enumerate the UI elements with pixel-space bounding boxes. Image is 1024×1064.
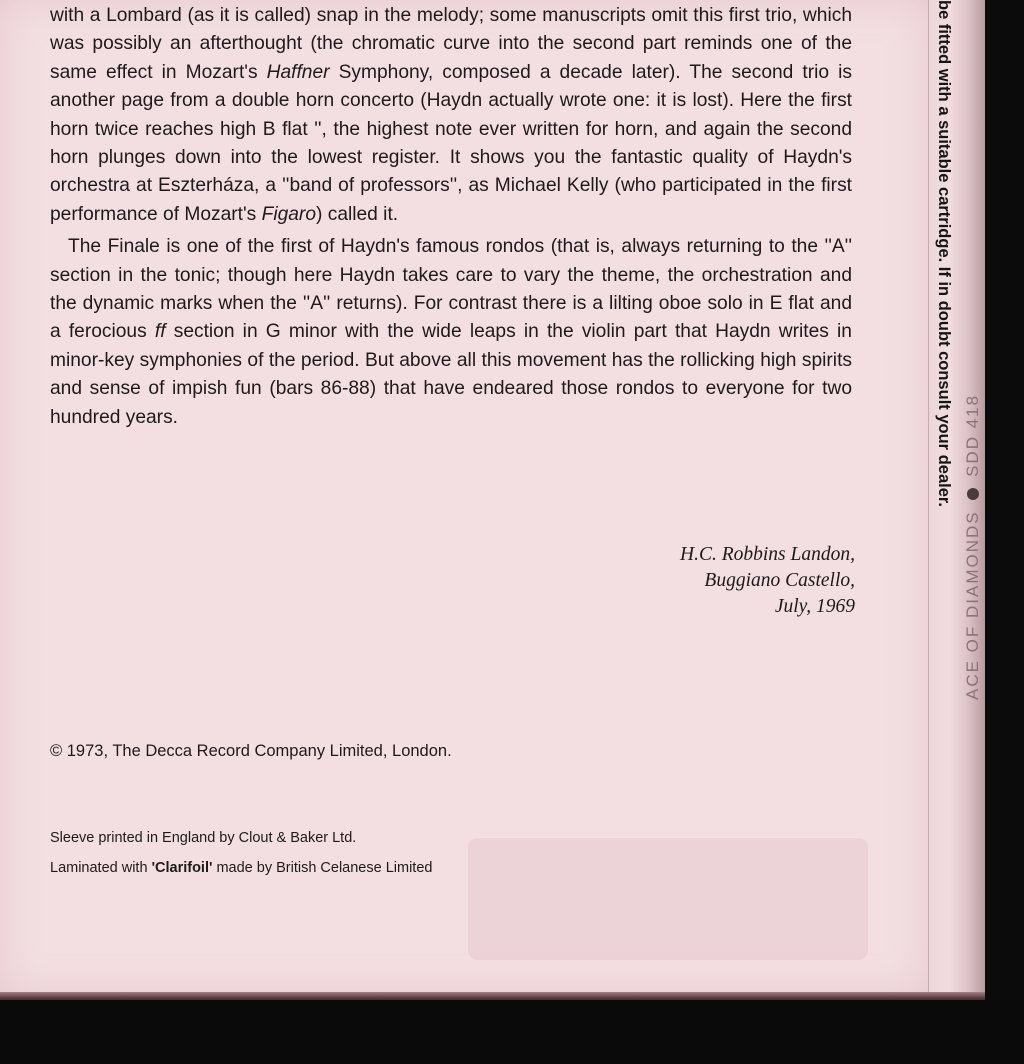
paragraph-2-text-b: section in G minor with the wide leaps in the violin part that Haydn writes in minor-key symphonies of the period. But above all this movement has the rollicking high spirits and sense of impish fun (bars 86-88) that have endeared those rondos to everyone for two hundred years. — [50, 321, 852, 428]
paragraph-2-text-a: The Finale is one of the first of Haydn's famous rondos (that is, always returning to the ''A'' section in the tonic; though here Haydn takes care to vary the theme, the orchestration and the dynamic marks when the ''A'' returns). For contrast there is a lilting oboe solo in E flat and a ferocious — [50, 236, 852, 343]
printer-credit: Sleeve printed in England by Clout & Baker Ltd. — [50, 830, 357, 846]
signature-date: July, 1969 — [774, 596, 855, 617]
background-bottom — [0, 1000, 1024, 1064]
spine-catalog-number: SDD 418 — [963, 393, 982, 477]
signature-author: H.C. Robbins Landon, — [680, 544, 855, 565]
paragraph-1-text-c: ) called it. — [316, 203, 399, 225]
laminate-suffix: made by British Celanese Limited — [212, 860, 433, 876]
decca-logo-icon — [967, 488, 979, 500]
laminate-credit — [50, 860, 432, 876]
work-title-haffner: Haffner — [266, 61, 330, 83]
work-title-figaro: Figaro — [261, 203, 316, 225]
signature-place: Buggiano Castello, — [704, 570, 855, 591]
spine-series-name: ACE OF DIAMONDS — [963, 510, 982, 700]
liner-notes-paragraph-1 — [50, 2, 852, 229]
spine-cartridge-notice: be fitted with a suitable cartridge. If in doubt consult your dealer. — [935, 0, 953, 507]
background-right — [985, 0, 1024, 1064]
spine-catalog-label — [962, 0, 984, 700]
liner-notes-paragraph-2 — [50, 233, 852, 432]
copyright-notice: © 1973, The Decca Record Company Limited, London. — [50, 742, 452, 760]
liner-notes — [50, 2, 852, 432]
laminate-brand: 'Clarifoil' — [151, 860, 213, 876]
paragraph-1-text-b: Symphony, composed a decade later). The second trio is another page from a double horn concerto (Haydn actually wrote one: it is lost). Here the first horn twice reaches high B flat '', the highest note ever written for horn, and again the second horn plunges down into the lowest register. It shows you the fantastic quality of Haydn's orchestra at Eszterháza, a ''band of professors'', as Michael Kelly (who participated in the first performance of Mozart's — [50, 61, 852, 225]
laminate-prefix: Laminated with — [50, 860, 152, 876]
author-signature — [520, 542, 855, 620]
paragraph-1-text-a: with a Lombard (as it is called) snap in the melody; some manuscripts omit this first trio, which was possibly an afterthought (the chromatic curve into the second part reminds one of the same effect in Mozart's — [50, 5, 852, 83]
sticker-residue — [468, 838, 868, 960]
dynamic-mark-ff: ff — [154, 321, 166, 343]
